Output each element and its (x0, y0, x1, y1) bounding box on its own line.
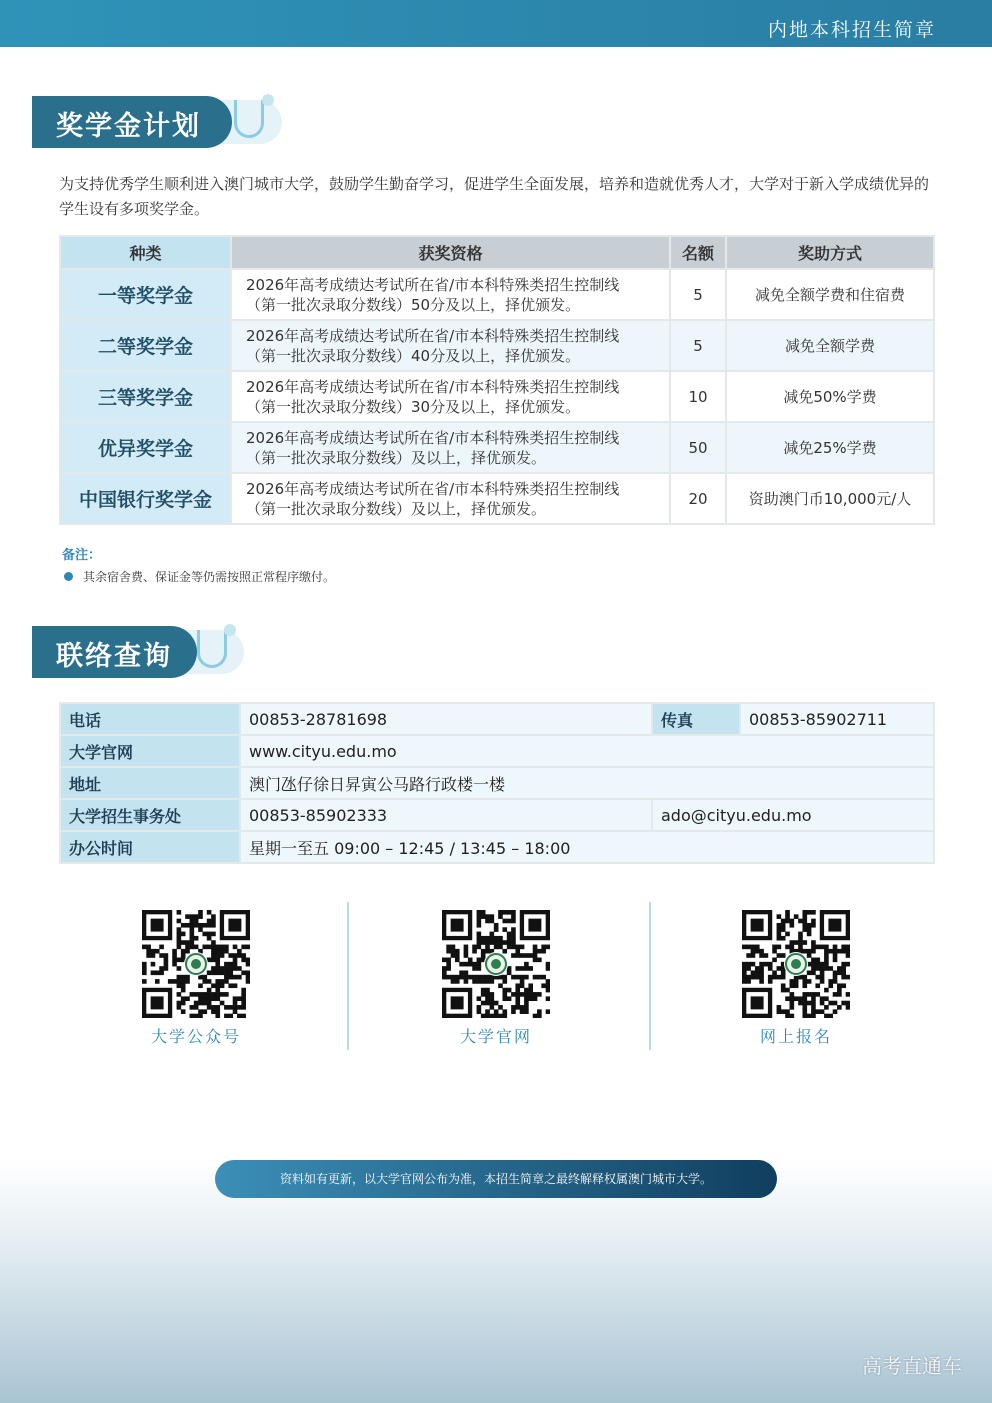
qr-block-apply (726, 910, 866, 1047)
table-header-row (60, 236, 934, 269)
phone-label: 电话 (60, 703, 240, 735)
scholarship-qualification: 2026年高考成绩达考试所在省/市本科特殊类招生控制线 （第一批次录取分数线）50分及以上，择优颁发。 (231, 269, 670, 320)
qr-block-wechat (126, 910, 266, 1047)
scholarship-kind: 中国银行奖学金 (60, 473, 231, 524)
note-item: 其余宿舍费、保证金等仍需按照正常程序缴付。 (64, 568, 335, 585)
qr-label: 网上报名 (759, 1027, 832, 1046)
scholarship-award: 减免25%学费 (726, 422, 934, 473)
website-link[interactable]: www.cityu.edu.mo (240, 735, 934, 767)
table-row (60, 703, 934, 735)
scholarship-kind: 二等奖学金 (60, 320, 231, 371)
scholarship-quota: 50 (670, 422, 726, 473)
qr-code-icon[interactable] (442, 910, 550, 1018)
dot-decoration-icon (224, 624, 236, 636)
scholarship-quota: 5 (670, 269, 726, 320)
column-header-quota: 名额 (670, 236, 726, 269)
scholarship-quota: 5 (670, 320, 726, 371)
table-row (60, 735, 934, 767)
bullet-icon (64, 572, 73, 581)
scholarship-award: 减免全额学费和住宿费 (726, 269, 934, 320)
scholarship-qualification: 2026年高考成绩达考试所在省/市本科特殊类招生控制线 （第一批次录取分数线）及以上，择优颁发。 (231, 473, 670, 524)
address-value: 澳门氹仔徐日昇寅公马路行政楼一楼 (240, 767, 934, 799)
header-bar (0, 0, 992, 47)
qr-code-icon[interactable] (742, 910, 850, 1018)
scholarship-award: 减免全额学费 (726, 320, 934, 371)
scholarship-kind: 三等奖学金 (60, 371, 231, 422)
scholarship-quota: 10 (670, 371, 726, 422)
column-header-kind: 种类 (60, 236, 231, 269)
table-row (60, 269, 934, 320)
qr-code-icon[interactable] (142, 910, 250, 1018)
admissions-office-label: 大学招生事务处 (60, 799, 240, 831)
note-title: 备注： (62, 548, 102, 563)
address-label: 地址 (60, 767, 240, 799)
watermark: 高考直通车 (862, 1354, 962, 1378)
fax-label: 传真 (652, 703, 740, 735)
scholarship-kind: 优异奖学金 (60, 422, 231, 473)
column-header-award: 奖助方式 (726, 236, 934, 269)
admissions-office-phone: 00853-85902333 (240, 799, 652, 831)
table-row (60, 767, 934, 799)
scholarship-section-header (32, 96, 282, 148)
table-row (60, 320, 934, 371)
contact-table (59, 702, 935, 864)
scholarship-table (59, 235, 935, 525)
divider (649, 902, 651, 1050)
table-row (60, 831, 934, 863)
header-title: 内地本科招生简章 (767, 19, 936, 41)
office-hours-value: 星期一至五 09:00 – 12:45 / 13:45 – 18:00 (240, 831, 934, 863)
table-row (60, 473, 934, 524)
qr-label: 大学公众号 (150, 1027, 241, 1046)
scholarship-qualification: 2026年高考成绩达考试所在省/市本科特殊类招生控制线 （第一批次录取分数线）40分及以上，择优颁发。 (231, 320, 670, 371)
contact-section-header (32, 626, 244, 678)
scholarship-title: 奖学金计划 (56, 111, 201, 142)
table-row (60, 371, 934, 422)
qr-label: 大学官网 (459, 1027, 532, 1046)
website-label: 大学官网 (60, 735, 240, 767)
table-row (60, 799, 934, 831)
scholarship-qualification: 2026年高考成绩达考试所在省/市本科特殊类招生控制线 （第一批次录取分数线）及以上，择优颁发。 (231, 422, 670, 473)
scholarship-kind: 一等奖学金 (60, 269, 231, 320)
contact-title: 联络查询 (56, 641, 172, 672)
scholarship-award: 减免50%学费 (726, 371, 934, 422)
footer-notice: 资料如有更新，以大学官网公布为准，本招生简章之最终解释权属澳门城市大学。 (215, 1160, 777, 1198)
admissions-office-email[interactable]: ado@cityu.edu.mo (652, 799, 934, 831)
qr-block-website (426, 910, 566, 1047)
dot-decoration-icon (262, 94, 274, 106)
scholarship-qualification: 2026年高考成绩达考试所在省/市本科特殊类招生控制线 （第一批次录取分数线）30分及以上，择优颁发。 (231, 371, 670, 422)
u-decoration-icon (234, 100, 264, 138)
phone-value: 00853-28781698 (240, 703, 652, 735)
fax-value: 00853-85902711 (740, 703, 934, 735)
table-row (60, 422, 934, 473)
column-header-qualification: 获奖资格 (231, 236, 670, 269)
scholarship-intro: 为支持优秀学生顺利进入澳门城市大学，鼓励学生勤奋学习，促进学生全面发展，培养和造就优秀人才，大学对于新入学成绩优异的学生设有多项奖学金。 (59, 175, 930, 218)
divider (347, 902, 349, 1050)
scholarship-award: 资助澳门币10,000元/人 (726, 473, 934, 524)
scholarship-quota: 20 (670, 473, 726, 524)
office-hours-label: 办公时间 (60, 831, 240, 863)
u-decoration-icon (197, 630, 227, 668)
